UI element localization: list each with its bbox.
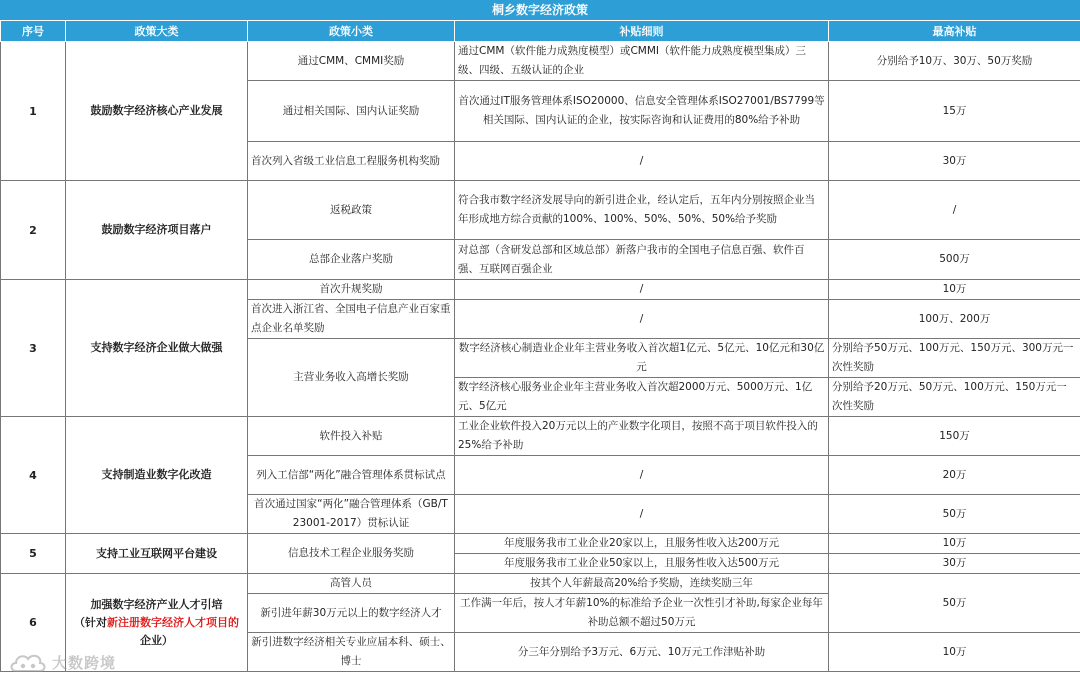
- sub-detail: /: [455, 456, 829, 495]
- sub-max: 20万: [829, 456, 1080, 495]
- sub-name: 通过CMM、CMMI奖励: [248, 42, 455, 81]
- table-row: [1, 417, 1080, 456]
- cloud-logo-icon: [8, 649, 48, 675]
- sub-max: 10万: [829, 534, 1080, 554]
- category-number: 6: [1, 574, 66, 672]
- sub-name: 总部企业落户奖励: [248, 240, 455, 280]
- category-name: 鼓励数字经济项目落户: [66, 181, 248, 280]
- category-name: 支持制造业数字化改造: [66, 417, 248, 534]
- sub-detail: 数字经济核心制造业企业年主营业务收入首次超1亿元、5亿元、10亿元和30亿元: [455, 339, 829, 378]
- category-note-suffix: 企业）: [140, 633, 173, 647]
- table-row: [1, 181, 1080, 240]
- table-row: [1, 42, 1080, 81]
- sub-name: 新引进数字经济相关专业应届本科、硕士、博士: [248, 633, 455, 672]
- sub-detail: /: [455, 300, 829, 339]
- sub-max: 30万: [829, 554, 1080, 574]
- header-sub: 政策小类: [248, 21, 455, 42]
- sub-max: 10万: [829, 633, 1080, 672]
- sub-name: 信息技术工程企业服务奖励: [248, 534, 455, 574]
- category-number: 5: [1, 534, 66, 574]
- sub-max: 分别给予50万元、100万元、150万元、300万元一次性奖励: [829, 339, 1080, 378]
- header-max: 最高补贴: [829, 21, 1080, 42]
- sub-detail: 按其个人年薪最高20%给予奖励，连续奖励三年: [455, 574, 829, 594]
- header-no: 序号: [1, 21, 66, 42]
- sub-name: 通过相关国际、国内认证奖励: [248, 81, 455, 142]
- sub-max: 50万: [829, 574, 1080, 633]
- category-note-highlight: 新注册数字经济人才项目的: [107, 615, 239, 629]
- sub-max: 30万: [829, 142, 1080, 181]
- sub-name: 首次列入省级工业信息工程服务机构奖励: [248, 142, 455, 181]
- sub-name: 返税政策: [248, 181, 455, 240]
- category-name: 支持数字经济企业做大做强: [66, 280, 248, 417]
- sub-name: 软件投入补贴: [248, 417, 455, 456]
- table-row: [1, 280, 1080, 300]
- table-row: [1, 534, 1080, 554]
- sub-max: 150万: [829, 417, 1080, 456]
- watermark: [8, 647, 116, 677]
- sub-max: 15万: [829, 81, 1080, 142]
- table-title: 桐乡数字经济政策: [0, 0, 1080, 20]
- sub-detail: 工作满一年后，按人才年薪10%的标准给予企业一次性引才补助,每家企业每年补助总额不超过50万元: [455, 594, 829, 633]
- sub-detail: 符合我市数字经济发展导向的新引进企业，经认定后，五年内分别按照企业当年形成地方综合贡献的100%、100%、50%、50%、50%给予奖励: [455, 181, 829, 240]
- sub-name: 首次进入浙江省、全国电子信息产业百家重点企业名单奖励: [248, 300, 455, 339]
- sub-name: 主营业务收入高增长奖励: [248, 339, 455, 417]
- sub-detail: /: [455, 142, 829, 181]
- sub-name: 新引进年薪30万元以上的数字经济人才: [248, 594, 455, 633]
- sub-name: 首次通过国家“两化”融合管理体系（GB/T 23001-2017）贯标认证: [248, 495, 455, 534]
- sub-max: 分别给予20万元、50万元、100万元、150万元一次性奖励: [829, 378, 1080, 417]
- table-row: [1, 574, 1080, 594]
- header-detail: 补贴细则: [455, 21, 829, 42]
- sub-detail: /: [455, 495, 829, 534]
- sub-detail: 通过CMM（软件能力成熟度模型）或CMMI（软件能力成熟度模型集成）三级、四级、五级认证的企业: [455, 42, 829, 81]
- sub-max: /: [829, 181, 1080, 240]
- sub-max: 分别给予10万、30万、50万奖励: [829, 42, 1080, 81]
- sub-name: 高管人员: [248, 574, 455, 594]
- category-name-text: 加强数字经济产业人才引培: [90, 597, 223, 611]
- sub-max: 100万、200万: [829, 300, 1080, 339]
- header-category: 政策大类: [66, 21, 248, 42]
- sub-detail: 数字经济核心服务业企业年主营业务收入首次超2000万元、5000万元、1亿元、5亿元: [455, 378, 829, 417]
- watermark-text: 大数跨境: [52, 653, 117, 672]
- category-name: 支持工业互联网平台建设: [66, 534, 248, 574]
- header-row: [1, 21, 1080, 42]
- sub-detail: 工业企业软件投入20万元以上的产业数字化项目，按照不高于项目软件投入的25%给予补助: [455, 417, 829, 456]
- sub-name: 列入工信部“两化”融合管理体系贯标试点: [248, 456, 455, 495]
- sub-detail: 首次通过IT服务管理体系ISO20000、信息安全管理体系ISO27001/BS7799等相关国际、国内认证的企业，按实际咨询和认证费用的80%给予补助: [455, 81, 829, 142]
- sub-max: 500万: [829, 240, 1080, 280]
- sub-detail: 年度服务我市工业企业50家以上，且服务性收入达500万元: [455, 554, 829, 574]
- category-number: 2: [1, 181, 66, 280]
- category-note-prefix: （针对: [74, 615, 107, 629]
- sub-detail: 分三年分别给予3万元、6万元、10万元工作津贴补助: [455, 633, 829, 672]
- category-number: 3: [1, 280, 66, 417]
- sub-detail: /: [455, 280, 829, 300]
- sub-detail: 年度服务我市工业企业20家以上，且服务性收入达200万元: [455, 534, 829, 554]
- category-number: 4: [1, 417, 66, 534]
- policy-table: [0, 20, 1080, 672]
- sub-max: 10万: [829, 280, 1080, 300]
- sub-max: 50万: [829, 495, 1080, 534]
- category-name: 鼓励数字经济核心产业发展: [66, 42, 248, 181]
- sub-name: 首次升规奖励: [248, 280, 455, 300]
- category-number: 1: [1, 42, 66, 181]
- sub-detail: 对总部（含研发总部和区域总部）新落户我市的全国电子信息百强、软件百强、互联网百强企业: [455, 240, 829, 280]
